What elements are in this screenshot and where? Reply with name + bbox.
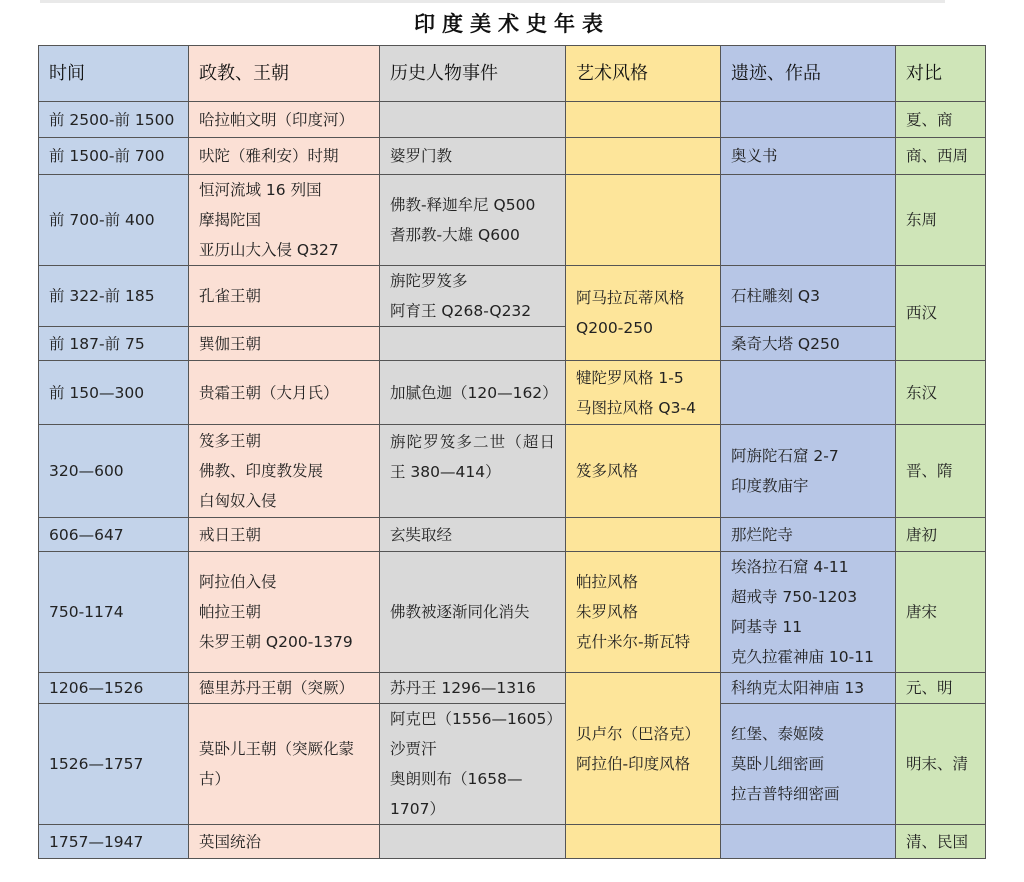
cell-dynasty: [189, 361, 380, 425]
cell-relics: [721, 102, 896, 138]
cell-line: 笈多王朝: [199, 432, 262, 450]
cell-relics: [721, 266, 896, 327]
cell-line: 玄奘取经: [390, 525, 453, 544]
table-row: [39, 704, 986, 825]
table-row: [39, 425, 986, 518]
cell-events: [380, 425, 566, 518]
table-row: [39, 361, 986, 425]
table-row: [39, 552, 986, 673]
header-relics: 遗迹、作品: [721, 46, 896, 102]
cell-line: 巽伽王朝: [199, 334, 262, 353]
cell-relics: [721, 138, 896, 175]
cell-line: 那烂陀寺: [731, 525, 794, 544]
cell-line: 印度教庙宇: [731, 477, 809, 495]
cell-compare: 晋、隋: [896, 425, 986, 518]
cell-line: 克久拉霍神庙 10-11: [731, 648, 874, 666]
cell-time: 1206—1526: [39, 673, 189, 704]
cell-line: 哈拉帕文明（印度河）: [199, 110, 355, 129]
cell-events: [380, 704, 566, 825]
cell-relics: [721, 825, 896, 859]
cell-events: [380, 175, 566, 266]
timeline-table: [38, 45, 986, 859]
table-row: [39, 673, 986, 704]
cell-compare: 东周: [896, 175, 986, 266]
cell-time: 750-1174: [39, 552, 189, 673]
table-row: [39, 327, 986, 361]
cell-dynasty: [189, 552, 380, 673]
cell-dynasty: [189, 102, 380, 138]
cell-line: 贵霜王朝（大月氏）: [199, 383, 339, 402]
cell-events: [380, 266, 566, 327]
cell-time: 606—647: [39, 518, 189, 552]
header-row: [39, 46, 986, 102]
table-row: [39, 102, 986, 138]
cell-relics: [721, 518, 896, 552]
cell-compare: 夏、商: [896, 102, 986, 138]
cell-line: 旃陀罗笈多: [390, 272, 468, 290]
cell-line: 桑奇大塔 Q250: [731, 334, 840, 353]
cell-dynasty: [189, 825, 380, 859]
cell-compare: 唐宋: [896, 552, 986, 673]
cell-line: 奥义书: [731, 147, 778, 165]
table-row: [39, 825, 986, 859]
cell-line: 阿拉伯入侵: [199, 573, 277, 591]
cell-relics: [721, 327, 896, 361]
cell-line: 沙贾汗: [390, 740, 437, 758]
table-row: [39, 175, 986, 266]
cell-line: 笈多风格: [576, 462, 639, 480]
cell-line: 超戒寺 750-1203: [731, 588, 858, 606]
cell-line: 白匈奴入侵: [199, 492, 277, 510]
cell-dynasty: [189, 673, 380, 704]
cell-time: 320—600: [39, 425, 189, 518]
cell-art-style: [566, 425, 721, 518]
cell-dynasty: [189, 327, 380, 361]
cell-art-style: [566, 266, 721, 361]
cell-compare: 清、民国: [896, 825, 986, 859]
cell-relics: [721, 673, 896, 704]
cell-events: [380, 552, 566, 673]
cell-line: 阿马拉瓦蒂风格: [576, 289, 685, 307]
cell-art-style: [566, 552, 721, 673]
cell-line: 科纳克太阳神庙 13: [731, 679, 865, 697]
cell-dynasty: [189, 518, 380, 552]
cell-events: [380, 825, 566, 859]
cell-line: 孔雀王朝: [199, 287, 262, 305]
cell-time: 前 187-前 75: [39, 327, 189, 361]
header-art-style: 艺术风格: [566, 46, 721, 102]
cell-line: 英国统治: [199, 832, 262, 851]
page-title: 印度美术史年表: [414, 12, 610, 36]
table-row: [39, 138, 986, 175]
cell-line: 亚历山大入侵 Q327: [199, 241, 339, 259]
cell-line: 阿克巴（1556—1605）: [390, 710, 562, 728]
cell-line: 莫卧儿细密画: [731, 755, 825, 773]
cell-events: [380, 138, 566, 175]
cell-time: 前 2500-前 1500: [39, 102, 189, 138]
cell-art-style: [566, 673, 721, 825]
cell-line: 戒日王朝: [199, 525, 262, 544]
table-row: [39, 266, 986, 327]
cell-line: 阿育王 Q268-Q232: [390, 302, 532, 320]
cell-art-style: [566, 361, 721, 425]
cell-line: 红堡、泰姬陵: [731, 725, 825, 743]
cell-line: 拉吉普特细密画: [731, 785, 840, 803]
cell-compare: 商、西周: [896, 138, 986, 175]
cell-compare: 明末、清: [896, 704, 986, 825]
cell-line: 埃洛拉石窟 4-11: [731, 558, 849, 576]
cell-line: 阿基寺 11: [731, 618, 803, 636]
cell-relics: [721, 425, 896, 518]
cell-dynasty: [189, 425, 380, 518]
cell-line: 奥朗则布（1658—1707）: [390, 770, 523, 818]
cell-line: 朱罗风格: [576, 603, 639, 621]
cell-relics: [721, 552, 896, 673]
header-time: 时间: [39, 46, 189, 102]
cell-line: 阿拉伯-印度风格: [576, 754, 691, 773]
cell-line: 克什米尔-斯瓦特: [576, 633, 691, 651]
cell-compare: 唐初: [896, 518, 986, 552]
cell-compare: 元、明: [896, 673, 986, 704]
cell-line: 加腻色迦（120—162）: [390, 383, 558, 402]
cell-art-style: [566, 138, 721, 175]
header-compare: 对比: [896, 46, 986, 102]
cell-line: 帕拉王朝: [199, 603, 262, 621]
cell-events: [380, 102, 566, 138]
top-divider: [40, 0, 945, 3]
cell-line: 德里苏丹王朝（突厥）: [199, 679, 355, 697]
cell-events: [380, 327, 566, 361]
cell-events: [380, 673, 566, 704]
cell-art-style: [566, 825, 721, 859]
cell-line: 帕拉风格: [576, 573, 639, 591]
cell-relics: [721, 704, 896, 825]
cell-line: 苏丹王 1296—1316: [390, 679, 536, 697]
cell-dynasty: [189, 138, 380, 175]
cell-relics: [721, 175, 896, 266]
cell-line: 佛教-释迦牟尼 Q500: [390, 196, 536, 214]
cell-compare: 东汉: [896, 361, 986, 425]
cell-line: 犍陀罗风格 1-5: [576, 368, 684, 387]
cell-line: 莫卧儿王朝（突厥化蒙古）: [199, 740, 355, 788]
table-row: [39, 518, 986, 552]
cell-events: [380, 518, 566, 552]
cell-art-style: [566, 102, 721, 138]
cell-art-style: [566, 518, 721, 552]
cell-line: 旃陀罗笈多二世（超日王 380—414）: [390, 433, 555, 481]
cell-dynasty: [189, 266, 380, 327]
cell-line: 婆罗门教: [390, 147, 453, 165]
cell-time: 前 700-前 400: [39, 175, 189, 266]
cell-dynasty: [189, 175, 380, 266]
cell-line: 佛教被逐渐同化消失: [390, 603, 530, 621]
cell-line: Q200-250: [576, 319, 653, 337]
header-dynasty: 政教、王朝: [189, 46, 380, 102]
cell-time: 前 1500-前 700: [39, 138, 189, 175]
cell-line: 贝卢尔（巴洛克）: [576, 724, 701, 743]
cell-line: 吠陀（雅利安）时期: [199, 147, 339, 165]
header-events: 历史人物事件: [380, 46, 566, 102]
cell-time: 前 322-前 185: [39, 266, 189, 327]
cell-line: 阿旃陀石窟 2-7: [731, 447, 839, 465]
cell-events: [380, 361, 566, 425]
cell-line: 马图拉风格 Q3-4: [576, 398, 696, 417]
cell-relics: [721, 361, 896, 425]
cell-time: 1526—1757: [39, 704, 189, 825]
cell-line: 摩揭陀国: [199, 211, 262, 229]
cell-line: 石柱雕刻 Q3: [731, 287, 820, 305]
cell-time: 前 150—300: [39, 361, 189, 425]
cell-art-style: [566, 175, 721, 266]
cell-line: 朱罗王朝 Q200-1379: [199, 633, 353, 651]
cell-line: 恒河流域 16 列国: [199, 181, 322, 199]
cell-dynasty: [189, 704, 380, 825]
cell-line: 耆那教-大雄 Q600: [390, 226, 520, 244]
cell-compare: 西汉: [896, 266, 986, 361]
cell-time: 1757—1947: [39, 825, 189, 859]
cell-line: 佛教、印度教发展: [199, 462, 324, 480]
